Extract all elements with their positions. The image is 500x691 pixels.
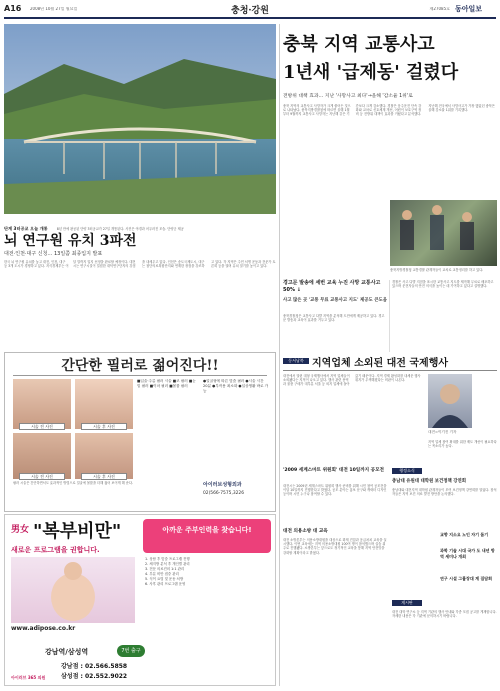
filler-ad-body: 필러 시술은 간단하면서도 효과적인 방법으로 얼굴에 볼륨을 더해 젊어 보이게 해 준다.: [13, 481, 133, 485]
filler-ad: [4, 352, 276, 512]
obesity-ad-subtitle: 아까운 주부인력을 찾습니다!: [162, 526, 252, 534]
main-headline-subtitle: 전방위 대책 효과… 지난 '사망사고 최다'→올해 '감소율 1위'로: [283, 94, 413, 99]
obesity-ad-body: 1. 상담 후 맞춤 프로그램 진행 2. 체지방 분석 후 개인별 관리 3. 전문 의료진의 1:1 관리 4. 부분 비만 집중 관리 5. 식이 요법 및 운동 처방 6. 사후 관리 프로그램 운영: [145, 557, 190, 586]
filler-bullets-right: ●얼굴형에 따른 맞춤 필러 ●시술 시간 20분 ●부작용 최소화 ●일상생활 바로 가능: [203, 379, 269, 393]
column-body: 대전에서 열린 대형 국제행사에서 지역 업체들이 소외됐다는 지적이 나오고 있다. 행사 관련 용역과 물품 구매가 대부분 서울 등 외지 업체에 돌아갔기 때문이다. 지역 경제 활성화를 내세운 행사 취지가 무색해졌다는 비판이 나온다.: [283, 374, 421, 387]
main-headline-line1: 충북 지역 교통사고: [283, 34, 435, 55]
side-article-subhead: 사고 많은 곳 '교통 무료 교통사고 지도' 제공도 큰도움: [283, 298, 387, 303]
filler-photo-2: [75, 379, 133, 429]
main-headline-line2: 1년새 '급제동' 걸렸다: [283, 62, 459, 83]
page-header: [0, 0, 500, 22]
filler-ad-rule: [13, 375, 267, 376]
column-author-photo: [428, 374, 472, 428]
bridge-photo: [4, 24, 276, 214]
photo-caption-text: 8년 만에 완공된 단양 3터공교가 27일 개통된다. 사진은 야경과 어우러진 모습. 단양군 제공: [56, 227, 184, 231]
model-figure-illustration: [11, 557, 135, 623]
column-divider-1: [279, 24, 280, 686]
small-article-headline: '2009 세계스마트 위원회' 대전 10일까지 공모전: [283, 468, 384, 473]
obesity-ad-clinic: 아이러브 365 의원: [11, 675, 46, 680]
right-bottom-headline-2: 과학 기술 시대 국가 도 내년 방역 세미나 개최: [440, 548, 495, 559]
main-article-body: 충북 지역의 교통사고 사망자가 크게 줄어든 것으로 나타났다. 충북지방경찰청에 따르면 올해 1월부터 9월까지 교통사고 사망자는 지난해 같은 기간보다 크게 감소했다. 경찰은 음주운전 단속 강화와 교차로 신호체계 개선, 어린이 보호구역 정비 등 전방위 대책이 효과를 거뒀다고 분석했다. 지난해 전국에서 사망사고가 가장 많았던 충북은 올해 감소율 1위를 기록했다.: [283, 104, 495, 117]
filler-photo-1-label: 시술 전 사진: [19, 423, 65, 430]
issue-number: 제27085호: [429, 7, 450, 11]
people-headline: 충남대 유원대 대학원 보건정책 강연회: [392, 479, 466, 484]
obesity-ad-banner: 새로운 프로그램을 권합니다.: [11, 546, 100, 554]
notice-body: 대전 대학 연구소 등 지역 기관의 행사 안내와 각종 모집 공고를 게재합니다. 자세한 내용은 각 기관에 문의하시기 바랍니다.: [392, 610, 497, 619]
column-headline: 지역업체 소외된 대전 국제행사: [312, 358, 449, 369]
obesity-ad-tag: 男女: [11, 525, 30, 535]
police-photo: [390, 200, 497, 266]
filler-photo-2-label: 시술 후 사진: [81, 423, 127, 430]
obesity-ad-subtitle-box: [143, 519, 271, 553]
obesity-ad-badge: 7번 출구: [117, 645, 145, 657]
police-photo-illustration: [390, 200, 497, 266]
filler-bullets-left: ■입술·주름 필러 시술 ■코 필러 ■눈밑 필러 ■이마 필러 ■볼륨 필러: [137, 379, 196, 388]
small-article-headline-2: 대전 의용소방 대 교육: [283, 529, 328, 534]
column-rule: [283, 370, 497, 371]
photo-caption-title: 단계 3터공교 오늘 개통: [4, 226, 48, 231]
small-article-body-2: 대전 소방본부는 의용소방대원을 대상으로 화재 진압과 응급처치 교육을 실시했다. 이번 교육에는 지역 의용소방대원 100여 명이 참석했으며 실습 위주로 진행됐다. 소방본부는 앞으로도 정기적인 교육을 통해 지역 안전망을 강화할 계획이라고 밝혔다.: [283, 538, 387, 555]
column-divider-2: [389, 280, 390, 352]
filler-ad-title: 간단한 필러로 젊어진다!!: [61, 358, 219, 374]
column-author: 대전=이기진 기자: [428, 430, 457, 434]
header-rule: [4, 17, 496, 19]
side-article-headline: 경고문 발송에 세번 교육 누진 사망 교통사고 50% ↓: [283, 280, 381, 293]
right-bottom-headline-1: 교향 지소요 노인 자기 돕기: [440, 532, 489, 537]
obesity-ad-url[interactable]: www.adipose.co.kr: [11, 625, 76, 632]
filler-photo-1: [13, 379, 71, 429]
right-column-body: 경찰은 사고 다발 지점을 표시한 교통사고 지도를 제작해 무료로 배포하고 있으며 운전자들의 안전 의식을 높이는 데 기여하고 있다고 설명했다.: [392, 280, 494, 289]
small-article-body: 대전시는 2009년 세계스마트 위원회 행사 준비를 위해 시민 참여 공모전을 이달 10일까지 진행한다고 밝혔다. 공모 분야는 홍보 문구와 캐릭터 디자인 등이며 시민 누구나 참여할 수 있다.: [283, 484, 387, 497]
author-silhouette: [428, 374, 472, 428]
column-label: 동서남북: [283, 358, 309, 364]
article-body-brain: 한국 뇌 연구원 유치를 놓고 대전, 인천, 대구 등 3개 도시가 경쟁하고 있다. 지식경제부는 이달 말까지 입지 선정을 완료할 예정이다. 대전시는 연구시설이 밀집한 대덕연구단지의 강점을 내세우고 있다. 인천은 송도국제도시, 대구는 첨단의료복합단지와 연계한 장점을 강조하고 있다. 각 지역은 주민 서명 운동과 전문가 토론회 등을 열며 유치 열기를 높이고 있다.: [4, 260, 276, 269]
police-photo-caption: 충북지방경찰청 교통경찰 관계자들이 교차로 교통정리를 하고 있다.: [390, 268, 484, 272]
side-article-body: 충북경찰청은 교통사고 다발 지역을 분석해 도민에게 제공하고 있다. 경고문 발송과 교육이 효과를 거두고 있다.: [283, 314, 385, 323]
obesity-ad: [4, 514, 276, 686]
obesity-ad-image: [11, 557, 135, 623]
filler-clinic-phone: 02)566-7575,3226: [203, 491, 245, 496]
filler-photo-4-label: 시술 후 사진: [81, 473, 127, 480]
article-headline-brain: 뇌 연구원 유치 3파전: [4, 233, 137, 249]
obesity-ad-title: "복부비만": [33, 521, 122, 542]
right-bottom-headline-3: 연구 시설 그룹장대 계 집담회: [440, 576, 492, 581]
people-body: 충남대와 대전지역 대학원 관계자들이 모여 보건정책 강연회를 열었다. 참석자들은 지역 보건 의료 발전 방안을 논의했다.: [392, 488, 497, 497]
obesity-ad-phone1: 강남점 : 02.566.5858: [61, 663, 128, 670]
bridge-photo-illustration: [4, 24, 276, 214]
filler-clinic-name: 아이러브성형외과: [203, 482, 242, 488]
photo-caption: [4, 215, 276, 231]
column-body-right: 지역 업체 참여 확대를 위한 제도 개선이 필요하다는 목소리가 높다.: [428, 440, 497, 449]
obesity-ad-branches: 강남역/삼성역: [45, 648, 89, 656]
people-label: 행정소식: [392, 468, 422, 474]
section-title: 충청·강원: [231, 6, 269, 16]
filler-photo-3-label: 시술 전 사진: [19, 473, 65, 480]
article-subhead-brain: 대전·인천·대구 신청… 13일쯤 최종입지 발표: [4, 251, 103, 257]
notice-label: 게시판: [392, 600, 422, 606]
page-number: A16: [4, 4, 22, 13]
obesity-ad-phone2: 삼성점 : 02.552.9022: [61, 673, 128, 680]
brand-logo: 동아일보: [455, 4, 483, 13]
issue-date: 2008년 10월 27일 월요일: [30, 7, 78, 11]
